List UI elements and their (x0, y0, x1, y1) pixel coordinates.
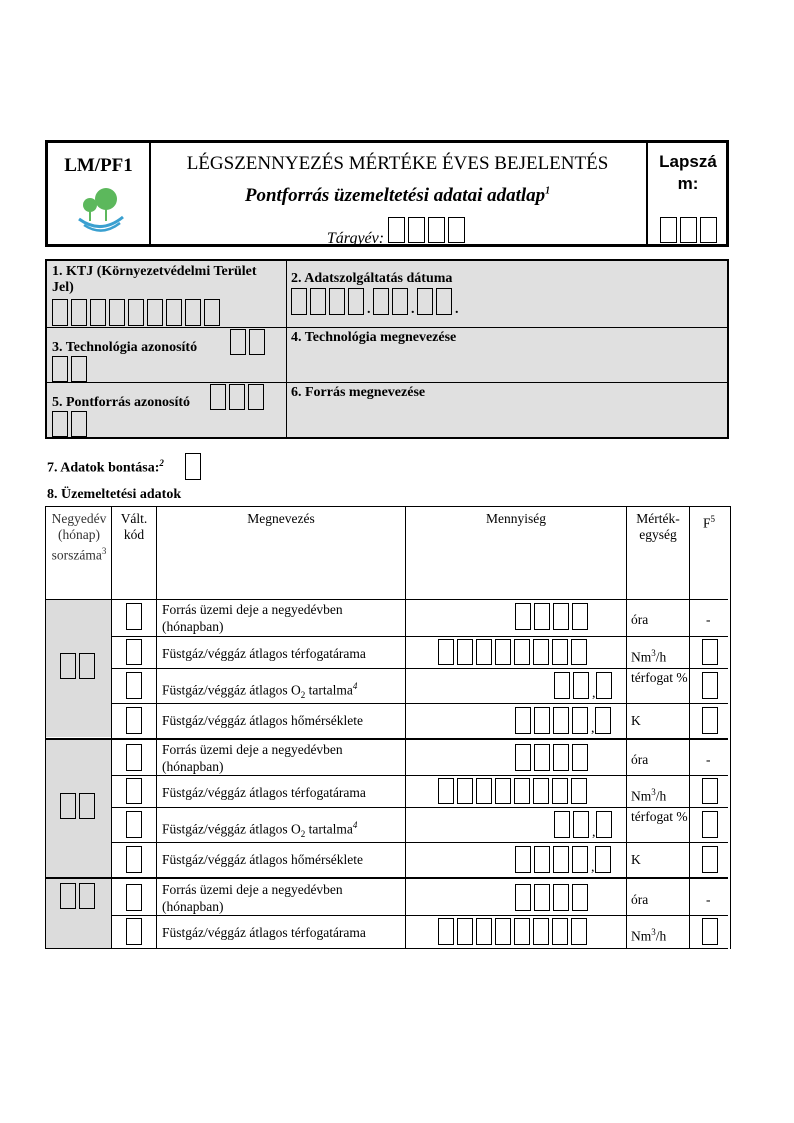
sheet-number-cell (646, 143, 728, 244)
field-source-name[interactable] (286, 382, 727, 437)
unit-volume-percent: térfogat % (631, 809, 688, 824)
footnote-ref: 4 (352, 820, 358, 830)
unit-volume-percent: térfogat % (631, 670, 688, 685)
f-dash: - (706, 892, 711, 907)
footnote-ref: 5 (710, 514, 715, 524)
year-row (149, 217, 646, 248)
row-flow-rate: Füstgáz/véggáz átlagos térfogatárama (162, 785, 366, 800)
unit-hour: óra (631, 752, 649, 767)
identification-section (45, 259, 729, 439)
date-input[interactable]: . . . (291, 288, 461, 315)
f-dash: - (706, 612, 711, 627)
unit-kelvin: K (631, 852, 641, 867)
col-header-f-text: F (702, 515, 711, 531)
row-flow-rate: Füstgáz/véggáz átlagos térfogatárama (162, 925, 366, 940)
footnote-ref: 2 (159, 458, 164, 468)
code-input[interactable] (126, 672, 145, 699)
code-input[interactable] (126, 846, 145, 873)
field-point-source-id-label: 5. Pontforrás azonosító (52, 395, 191, 410)
form-code-cell (48, 143, 151, 244)
col-header-name: Megnevezés (247, 511, 315, 526)
f-input[interactable] (702, 639, 721, 665)
field-source-name-label: 6. Forrás megnevezése (291, 385, 426, 400)
footnote-ref: 1 (545, 185, 551, 197)
col-header-f (691, 511, 727, 532)
footnote-ref: 3 (101, 546, 107, 556)
code-input[interactable] (126, 744, 145, 771)
f-input[interactable] (702, 918, 721, 945)
col-header-quarter-text: Negyedév (hónap) sorszáma (51, 511, 107, 563)
unit-hour: óra (631, 612, 649, 627)
field-date-label: 2. Adatszolgáltatás dátuma (291, 271, 453, 286)
year-input[interactable] (388, 217, 468, 243)
qty-input[interactable]: , (554, 672, 615, 699)
row-temperature: Füstgáz/véggáz átlagos hőmérséklete (162, 713, 363, 728)
field-ktj (47, 261, 286, 327)
operational-data-title: 8. Üzemeltetési adatok (47, 487, 182, 502)
form-header (45, 140, 729, 247)
qty-input[interactable] (515, 603, 591, 630)
row-flow-rate: Füstgáz/véggáz átlagos térfogatárama (162, 646, 366, 661)
col-header-code: Vált. kód (120, 511, 148, 542)
form-subtitle-text: Pontforrás üzemeltetési adatai adatlap (244, 185, 546, 206)
field-point-source-id (47, 382, 286, 437)
data-breakdown-label (47, 458, 164, 477)
form-code: LM/PF1 (64, 155, 133, 176)
code-input[interactable] (126, 603, 145, 630)
unit-nm3h: Nm$^3$/h (631, 927, 667, 944)
code-input[interactable] (126, 811, 145, 838)
qty-input[interactable]: , (515, 846, 614, 873)
f-input[interactable] (702, 811, 721, 838)
form-title: LÉGSZENNYEZÉS MÉRTÉKE ÉVES BEJELENTÉS (186, 153, 609, 174)
field-tech-name[interactable] (286, 327, 727, 382)
f-input[interactable] (702, 778, 721, 804)
data-breakdown-input[interactable] (185, 453, 204, 480)
sheet-number-input[interactable] (660, 217, 720, 243)
row-o2-content: Füstgáz/véggáz átlagos $O_2$ tartalma$^4$ (162, 820, 358, 840)
row-o2-content: Füstgáz/véggáz átlagos $O_2$ tartalma$^4$ (162, 681, 358, 701)
q3-id-input[interactable] (60, 883, 98, 909)
field-tech-name-label: 4. Technológia megnevezése (291, 330, 457, 345)
f-input[interactable] (702, 672, 721, 699)
unit-nm3h: Nm$^3$/h (631, 787, 667, 804)
sheet-label-line2: m: (677, 174, 699, 193)
row-operating-time: Forrás üzemi deje a negyedévben (hónapban) (162, 602, 343, 634)
qty-input[interactable] (515, 884, 591, 911)
qty-input[interactable] (438, 778, 590, 804)
field-tech-id-label: 3. Technológia azonosító (52, 340, 198, 355)
row-temperature: Füstgáz/véggáz átlagos hőmérséklete (162, 852, 363, 867)
unit-kelvin: K (631, 713, 641, 728)
ministry-logo (76, 187, 126, 237)
qty-input[interactable]: , (554, 811, 615, 838)
col-header-unit: Mérték-egység (636, 511, 680, 542)
unit-nm3h: Nm$^3$/h (631, 648, 667, 665)
code-input[interactable] (126, 884, 145, 911)
qty-input[interactable] (438, 639, 590, 665)
ktj-input[interactable] (52, 299, 223, 326)
s7-label-text: 7. Adatok bontása: (47, 460, 160, 476)
unit-hour: óra (631, 892, 649, 907)
year-label: Tárgyév: (326, 230, 385, 247)
code-input[interactable] (126, 778, 145, 804)
code-input[interactable] (126, 918, 145, 945)
tech-id-input-a[interactable] (230, 329, 268, 355)
code-input[interactable] (126, 639, 145, 665)
f-dash: - (706, 752, 711, 767)
field-tech-id (47, 327, 286, 382)
field-date (286, 261, 727, 327)
sheet-label-line1: Lapszá (659, 152, 717, 171)
q2-id-input[interactable] (60, 793, 98, 819)
row-operating-time: Forrás üzemi deje a negyedévben (hónapban) (162, 882, 343, 914)
footnote-ref: 4 (352, 681, 358, 691)
f-input[interactable] (702, 846, 721, 873)
code-input[interactable] (126, 707, 145, 734)
point-source-id-input-b[interactable] (52, 411, 90, 437)
sheet-number-label (648, 151, 728, 195)
col-header-quarter (48, 511, 110, 564)
qty-input[interactable]: , (515, 707, 614, 734)
qty-input[interactable] (515, 744, 591, 771)
q1-id-input[interactable] (60, 653, 98, 679)
operational-data-table (45, 506, 731, 949)
tech-id-input-b[interactable] (52, 356, 90, 382)
field-ktj-label: 1. KTJ (Környezetvédelmi Terület Jel) (52, 264, 257, 295)
f-input[interactable] (702, 707, 721, 734)
col-header-qty: Mennyiség (486, 511, 546, 526)
point-source-id-input-a[interactable] (210, 384, 267, 410)
qty-input[interactable] (438, 918, 590, 945)
form-subtitle (149, 185, 646, 207)
row-operating-time: Forrás üzemi deje a negyedévben (hónapban) (162, 742, 343, 774)
